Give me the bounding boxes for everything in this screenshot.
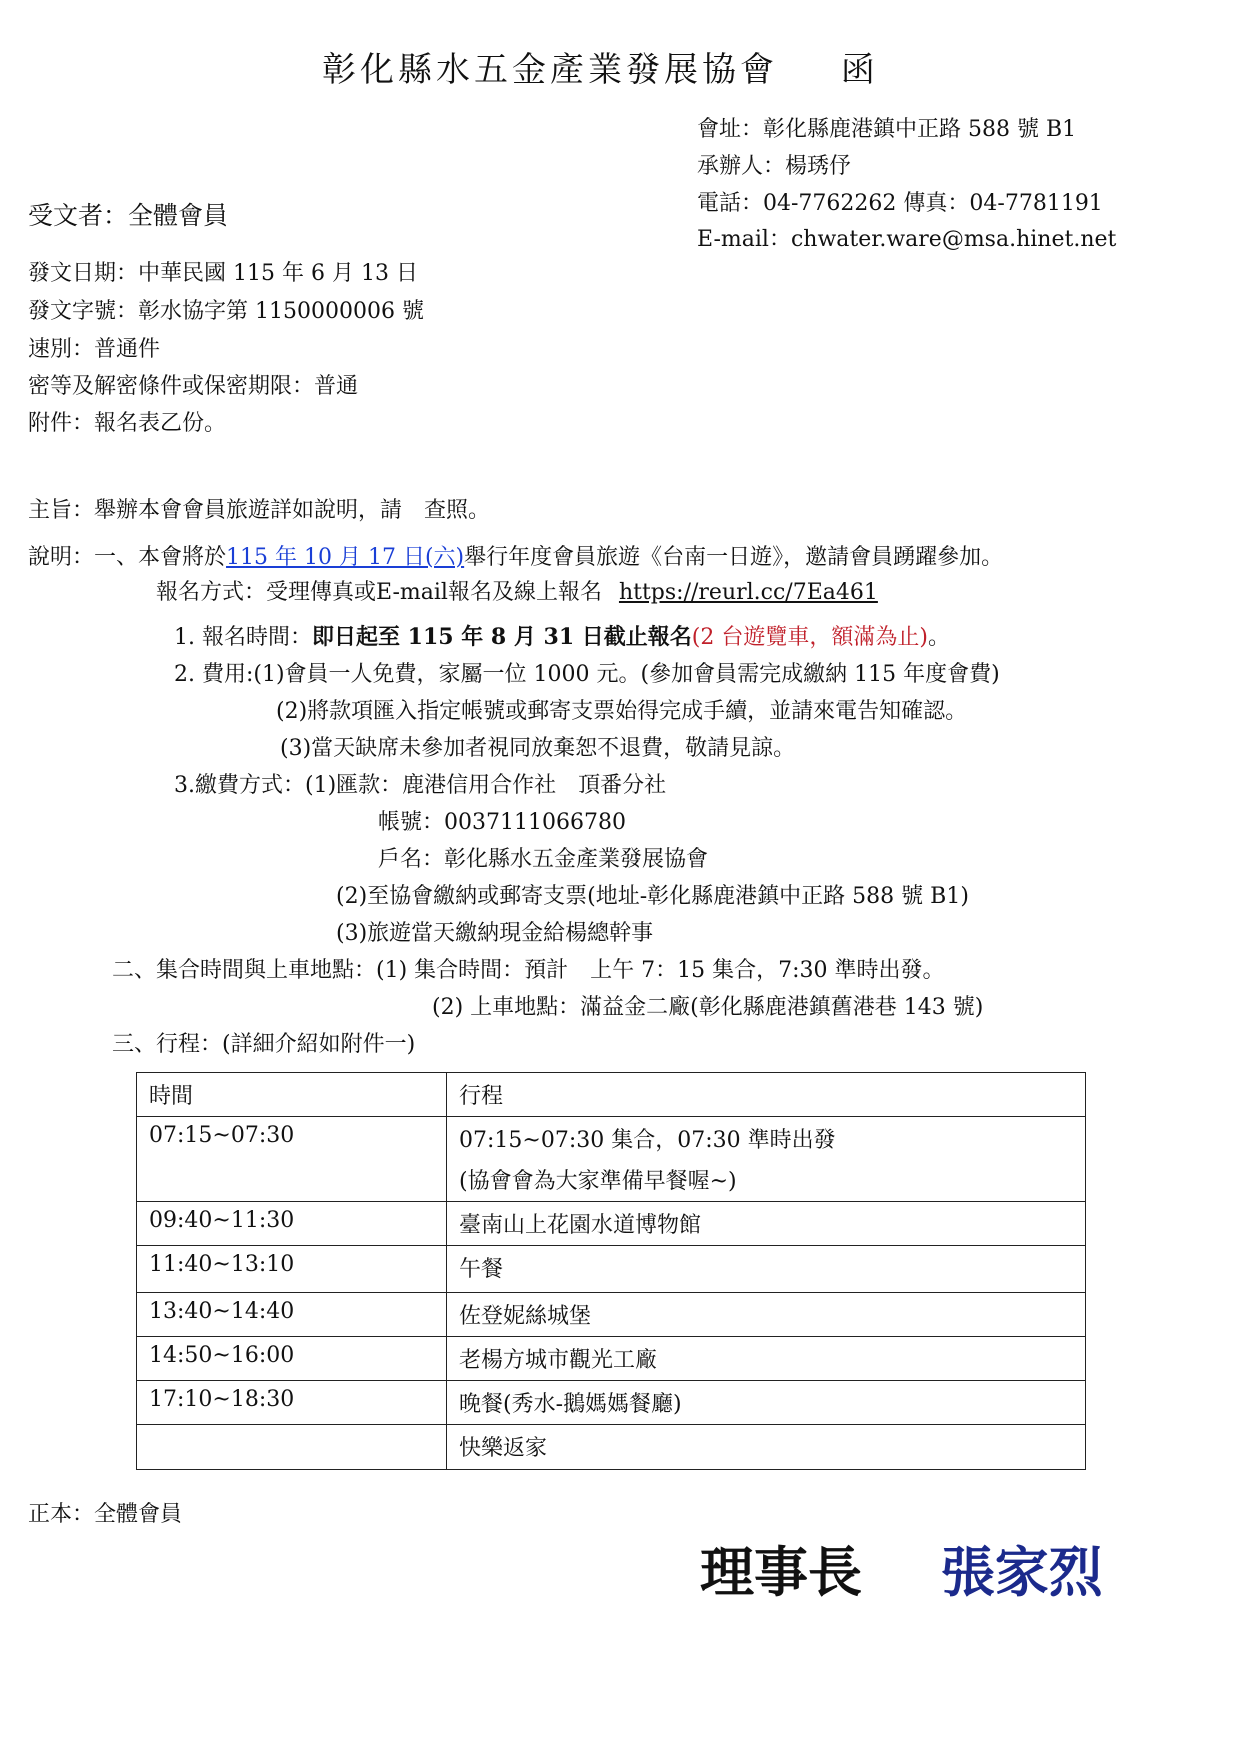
signup-method xyxy=(156,575,878,606)
row-time: 09:40~11:30 xyxy=(137,1202,447,1246)
signature-block xyxy=(700,1530,1103,1607)
copy-to: 正本：全體會員 xyxy=(28,1502,183,1527)
document-number: 發文字號：彰水協字第 1150000006 號 xyxy=(28,299,424,324)
signup-period: 1. 報名時間：即日起至 115 年 8 月 31 日截止報名(2 台遊覽車，額滿為止)。 xyxy=(174,624,950,650)
table-row xyxy=(137,1117,1086,1202)
row-activity: 晚餐(秀水-鵝媽媽餐廳) xyxy=(447,1381,1086,1425)
row-activity: 老楊方城市觀光工廠 xyxy=(447,1337,1086,1381)
row-activity: 午餐 xyxy=(447,1246,1086,1293)
issue-date: 發文日期：中華民國 115 年 6 月 13 日 xyxy=(28,261,418,286)
table-header-row xyxy=(137,1073,1086,1117)
security-level: 密等及解密條件或保密期限：普通 xyxy=(28,374,359,399)
schedule-table xyxy=(136,1072,1086,1470)
row-activity-text: 07:15~07:30 集合，07:30 準時出發 xyxy=(459,1128,836,1153)
signer-name: 張家烈 xyxy=(940,1540,1103,1604)
table-row xyxy=(137,1246,1086,1293)
fee-line-1: 2. 費用:(1)會員一人免費，家屬一位 1000 元。(參加會員需完成繳納 115 年度會費) xyxy=(174,662,1000,687)
subject-line: 主旨：舉辦本會會員旅遊詳如說明，請 查照。 xyxy=(28,498,491,523)
signup-method-label: 報名方式：受理傳真或E-mail報名及線上報名 xyxy=(156,580,602,605)
item1-prefix: 說明：一、本會將於 xyxy=(28,545,227,570)
row-activity: 佐登妮絲城堡 xyxy=(447,1293,1086,1337)
table-row xyxy=(137,1202,1086,1246)
row-time: 17:10~18:30 xyxy=(137,1381,447,1425)
email: E-mail：chwater.ware@msa.hinet.net xyxy=(697,227,1117,252)
pickup-location: (2) 上車地點：滿益金二廠(彰化縣鹿港鎮舊港巷 143 號) xyxy=(432,995,984,1020)
speed-class: 速別：普通件 xyxy=(28,337,161,362)
row-time xyxy=(137,1425,447,1470)
item1-suffix: 舉行年度會員旅遊《台南一日遊》，邀請會員踴躍參加。 xyxy=(464,545,1004,570)
explanation-item-3: 三、行程：(詳細介紹如附件一) xyxy=(112,1032,416,1057)
row-time: 14:50~16:00 xyxy=(137,1337,447,1381)
doc-type: 函 xyxy=(840,50,879,90)
header-time: 時間 xyxy=(137,1073,447,1117)
table-row xyxy=(137,1337,1086,1381)
signer-title: 理事長 xyxy=(700,1540,862,1604)
fee-line-2: (2)將款項匯入指定帳號或郵寄支票始得完成手續，並請來電告知確認。 xyxy=(276,699,968,724)
account-name: 戶名：彰化縣水五金產業發展協會 xyxy=(378,847,709,872)
explanation-item-2: 二、集合時間與上車地點：(1) 集合時間：預計 上午 7：15 集合，7:30 準時出發。 xyxy=(112,958,945,983)
account-number: 帳號：0037111066780 xyxy=(378,810,626,835)
payment-method: 3.繳費方式：(1)匯款：鹿港信用合作社 頂番分社 xyxy=(174,773,667,798)
payment-option-2: (2)至協會繳納或郵寄支票(地址-彰化縣鹿港鎮中正路 588 號 B1) xyxy=(336,884,969,909)
org-title xyxy=(322,42,879,91)
table-row xyxy=(137,1293,1086,1337)
row-time: 07:15~07:30 xyxy=(137,1117,447,1202)
row-activity-note: (協會會為大家準備早餐喔~) xyxy=(459,1169,737,1194)
org-address: 會址：彰化縣鹿港鎮中正路 588 號 B1 xyxy=(697,117,1077,142)
phone-fax: 電話：04-7762262 傳真：04-7781191 xyxy=(697,191,1103,216)
explanation-item-1 xyxy=(28,540,1003,571)
table-row xyxy=(137,1381,1086,1425)
row-activity: 臺南山上花園水道博物館 xyxy=(447,1202,1086,1246)
payment-option-3: (3)旅遊當天繳納現金給楊總幹事 xyxy=(336,921,654,946)
row-time: 13:40~14:40 xyxy=(137,1293,447,1337)
row-activity xyxy=(447,1117,1086,1202)
signup-deadline: 即日起至 115 年 8 月 31 日截止報名 xyxy=(311,624,692,650)
header-activity: 行程 xyxy=(447,1073,1086,1117)
event-date: 115 年 10 月 17 日(六) xyxy=(226,545,465,570)
capacity-note: (2 台遊覽車，額滿為止) xyxy=(691,625,928,650)
attachment-note: 附件：報名表乙份。 xyxy=(28,411,227,436)
fee-line-3: (3)當天缺席未參加者視同放棄恕不退費，敬請見諒。 xyxy=(280,736,796,761)
recipient: 受文者：全體會員 xyxy=(28,201,229,230)
org-name: 彰化縣水五金產業發展協會 xyxy=(322,50,778,90)
contact-person: 承辦人：楊琇伃 xyxy=(697,154,852,179)
row-activity: 快樂返家 xyxy=(447,1425,1086,1470)
signup-link[interactable]: https://reurl.cc/7Ea461 xyxy=(618,580,878,605)
row-time: 11:40~13:10 xyxy=(137,1246,447,1293)
table-row xyxy=(137,1425,1086,1470)
